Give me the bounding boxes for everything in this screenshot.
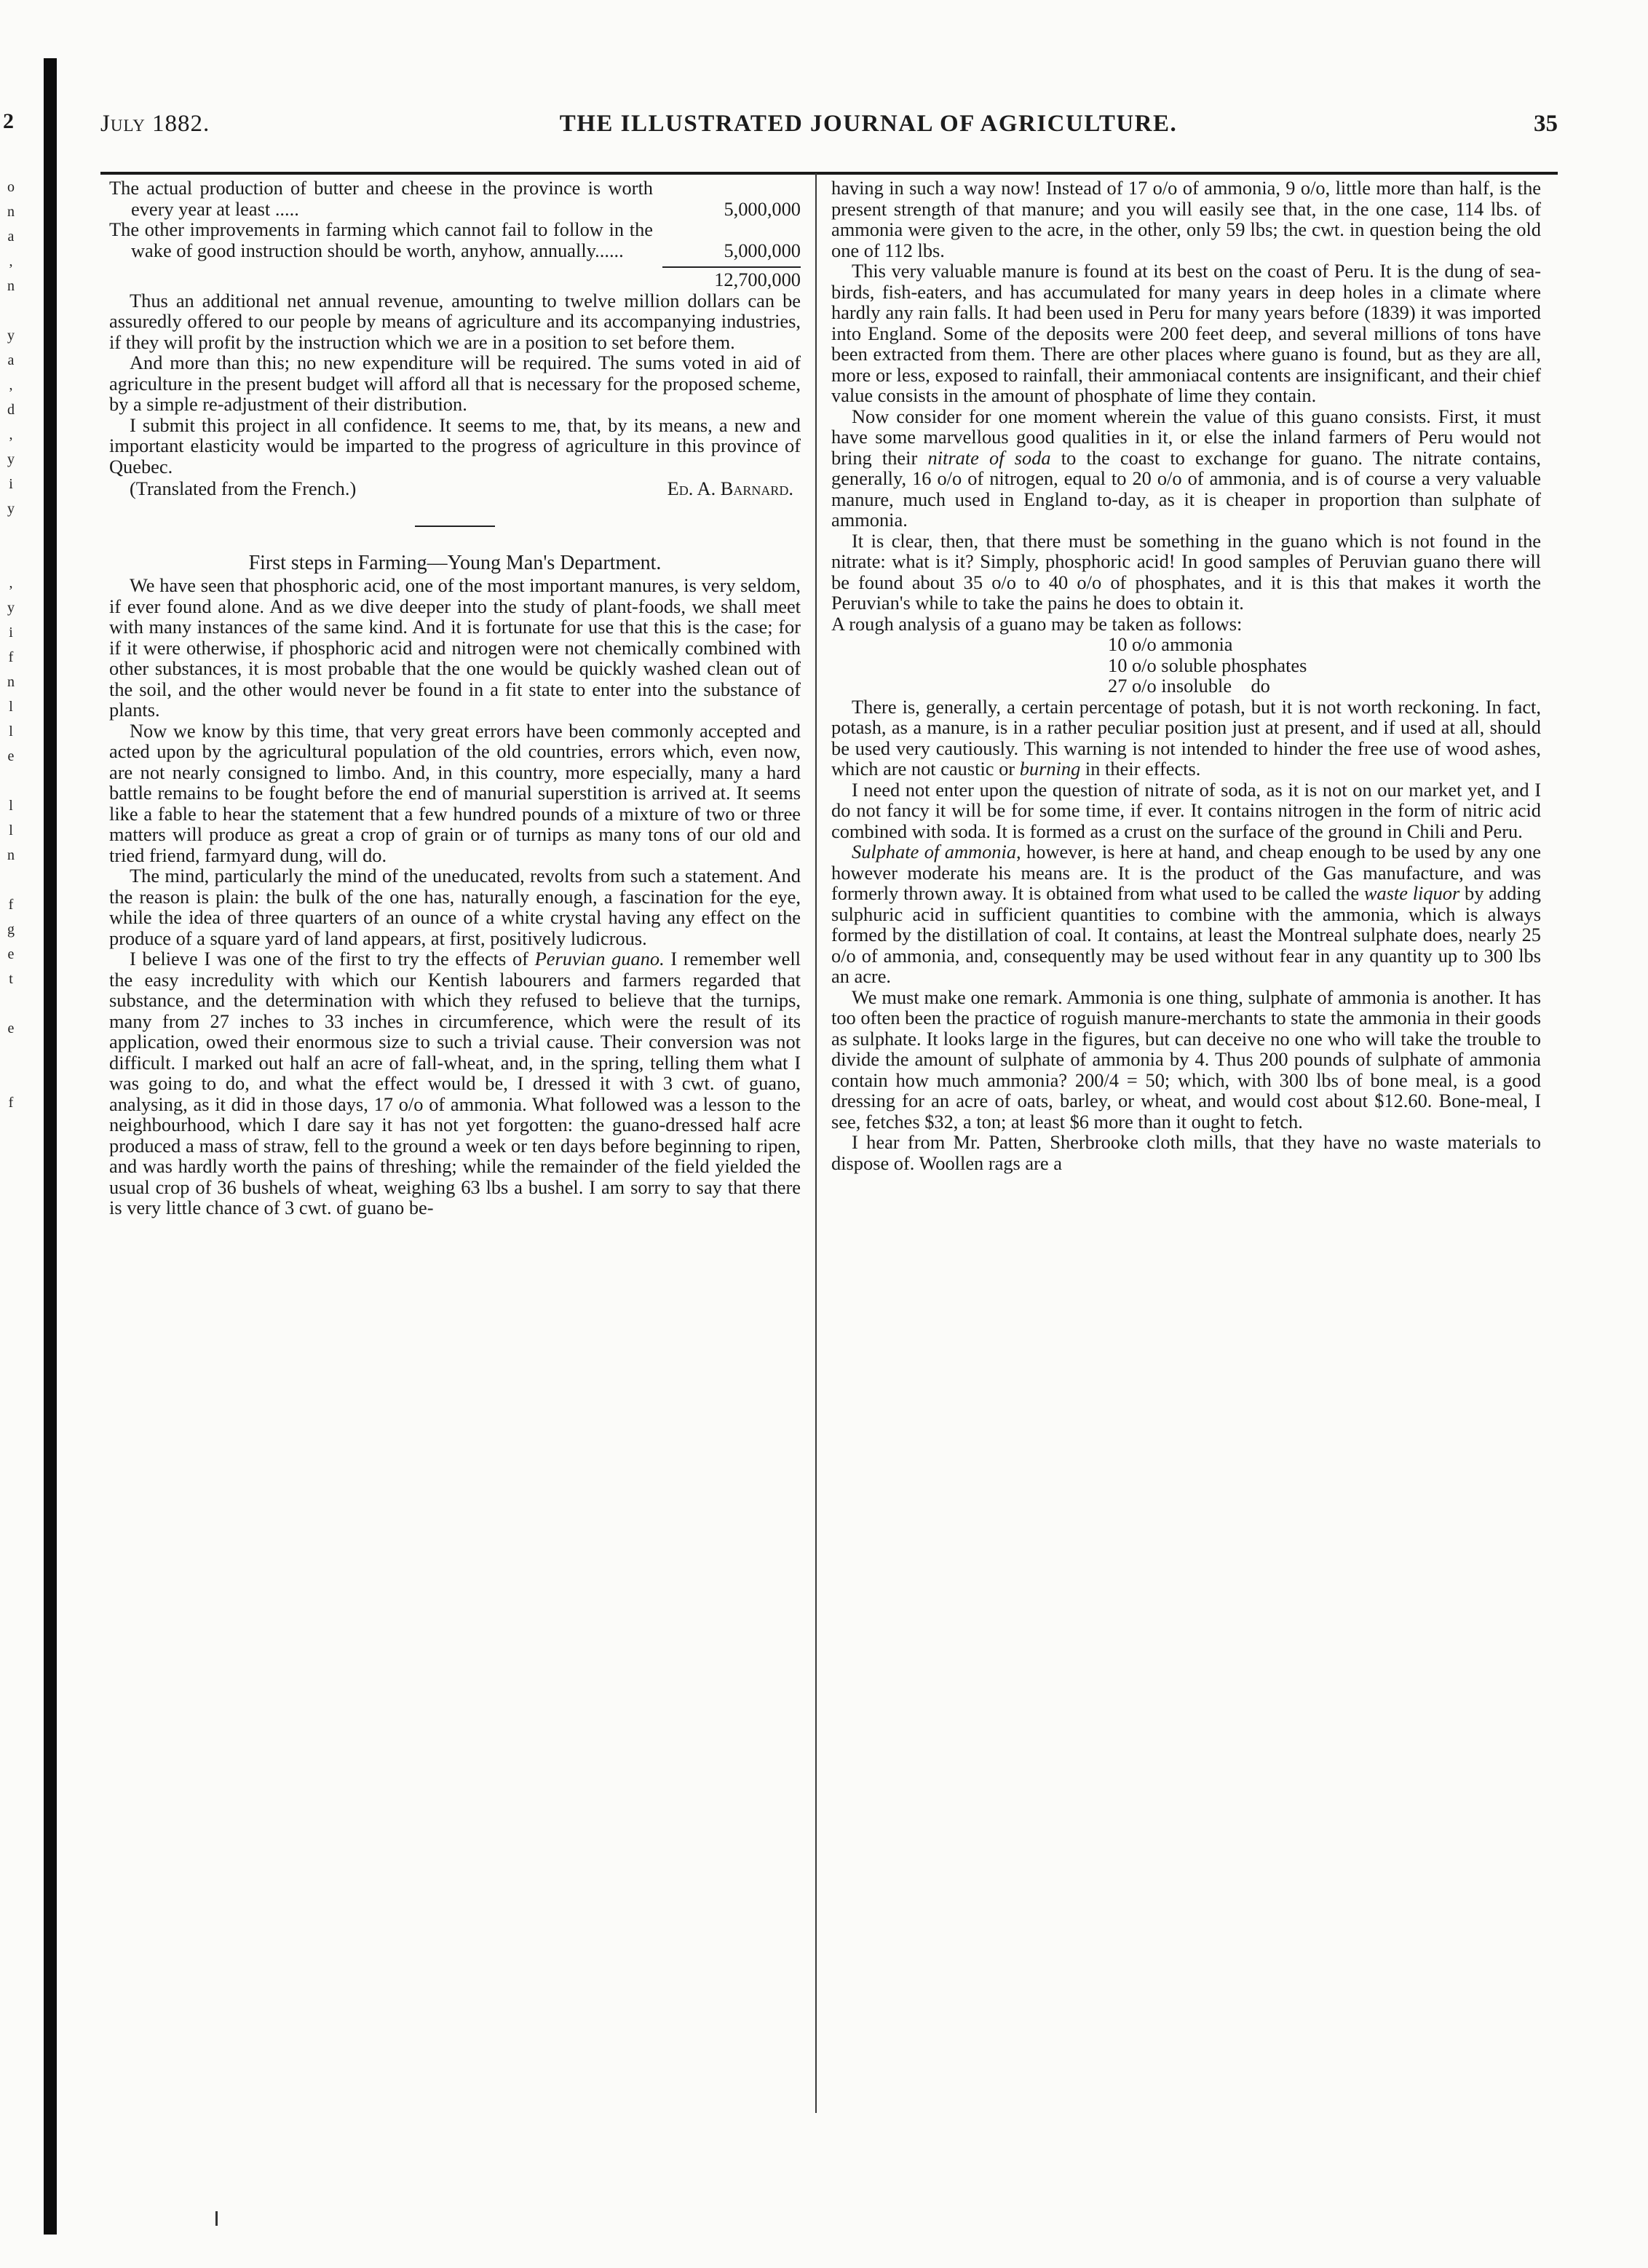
paragraph: It is clear, then, that there must be something in the guano which is not found in the nitrate: what is it? Simply, phosphoric acid! In good samples of Peruvian guano there will be found about 35 o/o to 40 o/o of phosphates, and it is this that makes it worth the Peruvian's while to take the pains he does to obtain it. xyxy=(831,529,1541,614)
paragraph: Thus an additional net annual revenue, amounting to twelve million dollars can be assuredly offered to our people by means of agriculture and its accompanying industries, if they will profit by the instruction which we are in a position to set before them. xyxy=(109,289,801,353)
edge-char: y xyxy=(7,600,15,616)
edge-char: e xyxy=(7,748,15,764)
text-run: I remember well the easy incredulity with which our Kentish labourers and farmers regarded that substance, and the determination with which they refused to believe that the turnips, many from 27 inches to 33 inches in circumference, which were the result of its application, owed their enormous size to such a trivial cause. Their conversion was not difficult. I marked out half an acre of fall-wheat, and, in the spring, telling them what I was going to do, and what the effect would be, I dressed it with 3 cwt. of guano, analysing, as it did in those days, 17 o/o of ammonia. What followed was a lesson to the neighbourhood, which I dare say it has not yet forgotten: the guano-dressed half acre produced a mass of straw, fell to the ground a week or ten days before beginning to ripen, and was hardly worth the pains of threshing; while the remainder of the field yielded the usual crop of 36 bushels of wheat, weighing 63 lbs a bushel. I am sorry to say that there is very little chance of 3 cwt. of guano be- xyxy=(109,948,801,1218)
edge-char: l xyxy=(9,723,13,740)
translation-note: (Translated from the French.) xyxy=(130,477,357,499)
paragraph xyxy=(831,841,1541,987)
paragraph: A rough analysis of a guano may be taken as follows: xyxy=(831,612,1243,635)
analysis-line: 10 o/o soluble phosphates xyxy=(1108,654,1307,676)
edge-char: , xyxy=(9,253,13,269)
text-run: There is, generally, a certain percentage of potash, but it is not worth reckoning. In fact, potash, as a manure, is in a rather peculiar position just at present, and if used at all, should be used very cautiously. This warning is not intended to hinder the free use of wood ashes, which are not caustic or xyxy=(831,695,1541,780)
italic-text: waste liquor xyxy=(1363,882,1460,904)
edge-char: d xyxy=(7,402,15,418)
header-date: July 1882. xyxy=(100,111,210,137)
header-page-number: 35 xyxy=(1534,111,1558,137)
edge-char xyxy=(0,868,22,892)
binding-spine xyxy=(44,58,57,2235)
edge-char: l xyxy=(9,822,13,838)
edge-char: n xyxy=(7,278,15,294)
edge-char xyxy=(0,546,22,571)
paragraph: And more than this; no new expenditure will be required. The sums voted in aid of agriculture in the present budget will afford all that is necessary for the proposed scheme, by a simple re-adjustment of their distribution. xyxy=(109,352,801,415)
edge-char xyxy=(0,1115,22,1140)
ledger-total: 12,700,000 xyxy=(714,269,801,290)
left-column xyxy=(109,178,801,1218)
paragraph: I hear from Mr. Patten, Sherbrooke cloth mills, that they have no waste materials to dispose of. Woollen rags are a xyxy=(831,1131,1541,1174)
edge-char: e xyxy=(7,946,15,962)
right-column xyxy=(831,178,1541,1173)
stray-mark xyxy=(215,2211,218,2226)
analysis-line: 10 o/o ammonia xyxy=(1108,633,1233,655)
paragraph: We must make one remark. Ammonia is one thing, sulphate of ammonia is another. It has too often been the practice of roguish manure-merchants to state the ammonia in their goods as sulphate. It looks large in the figures, but can deceive no one who will take the trouble to divide the amount of sulphate of ammonia by 4. Thus 200 pounds of sulphate of ammonia contain how much ammonia? 200/4 = 50; which, with 300 lbs of bone meal, is a good dressing for an acre of oats, barley, or wheat, and would cost about $12.60. Bone-meal, I see, fetches $32, a ton; at least $6 more than it ought to fetch. xyxy=(831,986,1541,1133)
edge-char xyxy=(0,991,22,1016)
section-heading: First steps in Farming—Young Man's Department. xyxy=(248,551,662,574)
edge-char: f xyxy=(8,649,14,665)
edge-char xyxy=(0,1041,22,1066)
edge-char xyxy=(0,298,22,323)
italic-text: Sulphate of ammonia, xyxy=(852,841,1021,863)
edge-char: a xyxy=(7,229,15,245)
edge-char: y xyxy=(7,451,15,467)
edge-char: , xyxy=(9,377,13,393)
edge-char: y xyxy=(7,501,15,517)
edge-char: f xyxy=(8,1095,14,1111)
section-separator xyxy=(415,526,495,527)
text-run: however, is here at hand, and cheap enough to be used by any one however moderate his means are. It is the product of the Gas manufacture, and was formerly thrown away. It is obtained from what used to be called the xyxy=(831,841,1541,904)
ledger-amount: 5,000,000 xyxy=(724,197,801,220)
edge-char: l xyxy=(9,798,13,814)
ledger-label: The actual production of butter and cheese in the province is worth every year at least ..... xyxy=(109,177,653,220)
text-run: Now consider for one moment wherein the value of this guano consists. First, it must have some marvellous good qualities in it, or else the inland farmers of Peru would not bring their xyxy=(831,405,1541,469)
italic-text: nitrate of soda xyxy=(927,446,1051,469)
edge-char xyxy=(0,521,22,546)
paragraph xyxy=(831,697,1541,780)
edge-char xyxy=(0,1165,22,1189)
edge-char: n xyxy=(7,674,15,690)
edge-char: i xyxy=(9,625,13,641)
text-run: in their effects. xyxy=(1080,758,1201,780)
edge-char: y xyxy=(7,328,15,344)
edge-char xyxy=(0,769,22,793)
author-signature: Ed. A. Barnard. xyxy=(667,477,793,499)
edge-char: t xyxy=(9,971,13,987)
paragraph: having in such a way now! Instead of 17 o/o of ammonia, 9 o/o, little more than half, is the present strength of that manure; and you will easily see that, in the one case, 114 lbs. of ammonia were given to the acre, in the other, only 59 lbs; the cwt. in question being the old one of 112 lbs. xyxy=(831,177,1541,261)
header-rule xyxy=(100,172,1558,175)
analysis-line: 27 o/o insoluble do xyxy=(1108,675,1270,697)
edge-char: a xyxy=(7,352,15,368)
paragraph: I submit this project in all confidence. It seems to me, that, by its means, a new and important elasticity would be imparted to the progress of agriculture in this province of Quebec. xyxy=(109,413,801,477)
edge-char: i xyxy=(9,476,13,492)
analysis-table xyxy=(1108,634,1541,697)
ledger-sum-rule xyxy=(662,266,801,268)
edge-char xyxy=(0,1066,22,1090)
italic-text: burning xyxy=(1019,758,1081,780)
italic-text: Peruvian guano. xyxy=(534,948,665,970)
ledger-row xyxy=(109,178,801,219)
ledger-amount: 5,000,000 xyxy=(724,239,801,261)
edge-char: , xyxy=(9,575,13,591)
page-number-edge: 2 xyxy=(3,109,14,133)
edge-char: , xyxy=(9,427,13,443)
paragraph xyxy=(831,406,1541,531)
ledger-row xyxy=(109,219,801,261)
paragraph: I need not enter upon the question of nitrate of soda, as it is not on our market yet, and I do not fancy it will be for some time, if ever. It contains nitrogen in the form of nitric acid combined with soda. It is formed as a crust on the surface of the ground in Chili and Peru. xyxy=(831,778,1541,842)
text-run: I believe I was one of the first to try the effects of xyxy=(130,948,535,970)
edge-char: o xyxy=(7,179,15,195)
header-title: THE ILLUSTRATED JOURNAL OF AGRICULTURE. xyxy=(559,111,1178,137)
edge-char: n xyxy=(7,204,15,220)
edge-char: g xyxy=(7,921,15,937)
edge-char: l xyxy=(9,699,13,715)
edge-char: e xyxy=(7,1020,15,1036)
paragraph: We have seen that phosphoric acid, one of the most important manures, is very seldom, if ever found alone. And as we dive deeper into the study of plant-foods, we shall meet with many instances of the same kind. And it is fortunate for use that this is the case; for if it were otherwise, if phosphoric acid and nitrogen were not chemically combined with other substances, it is most probable that the one would be quickly washed clean out of the soil, and the other would never be found in a fit state to enter into the substance of plants. xyxy=(109,574,801,721)
edge-char: f xyxy=(8,897,14,913)
paragraph xyxy=(109,948,801,1218)
ledger-label: The other improvements in farming which cannot fail to follow in the wake of good instruction should be worth, anyhow, annually...... xyxy=(109,218,653,261)
text-run: by adding sulphuric acid in sufficient quantities to combine with the ammonia, which is always formed by the distillation of coal. It contains, at least the Montreal sulphate does, nearly 25 o/o of ammonia, and, consequently may be used without fear in any quantity up to 300 lbs an acre. xyxy=(831,882,1541,987)
edge-char xyxy=(0,1189,22,1214)
edge-char xyxy=(0,1140,22,1165)
column-divider xyxy=(815,173,817,2113)
running-header xyxy=(100,111,1558,144)
paragraph: This very valuable manure is found at its best on the coast of Peru. It is the dung of sea-birds, fish-eaters, and has accumulated for many years in deep holes in a climate where hardly any rain falls. It had been used in Peru for many years before (1839) it was imported into England. Some of the deposits were 200 feet deep, and several millions of tons have been extracted from them. There are other places where guano is found, but as they are all, more or less, exposed to rainfall, their ammoniacal contents are insignificant, and their chief value consists in the amount of phosphate of lime they contain. xyxy=(831,260,1541,406)
bleed-through-edge xyxy=(0,175,22,1214)
text-run: to the coast to exchange for guano. The nitrate contains, generally, 16 o/o of nitrogen, equal to 20 o/o of ammonia, and is of course a very valuable manure, much used in England to-day, as it is cheaper in proportion than sulphate of ammonia. xyxy=(831,446,1541,531)
paragraph: Now we know by this time, that very great errors have been commonly accepted and acted upon by the agricultural population of the old countries, errors which, even now, are not nearly consigned to limbo. And, in this country, more especially, many a hard battle remains to be fought before the end of manurial superstition is arrived at. It seems like a fable to hear the statement that a few hundred pounds of a mixture of two or three matters will produce as great a crop of grain or of turnips as many tons of our old and tried friend, farmyard dung, will do. xyxy=(109,719,801,866)
paragraph: The mind, particularly the mind of the uneducated, revolts from such a statement. And the reason is plain: the bulk of the one has, naturally enough, a fascination for the eye, while the idea of three quarters of an ounce of a white crystal having any effect on the produce of a square yard of land appears, at first, positively ludicrous. xyxy=(109,865,801,949)
edge-char: n xyxy=(7,847,15,863)
attribution-row xyxy=(109,478,801,499)
